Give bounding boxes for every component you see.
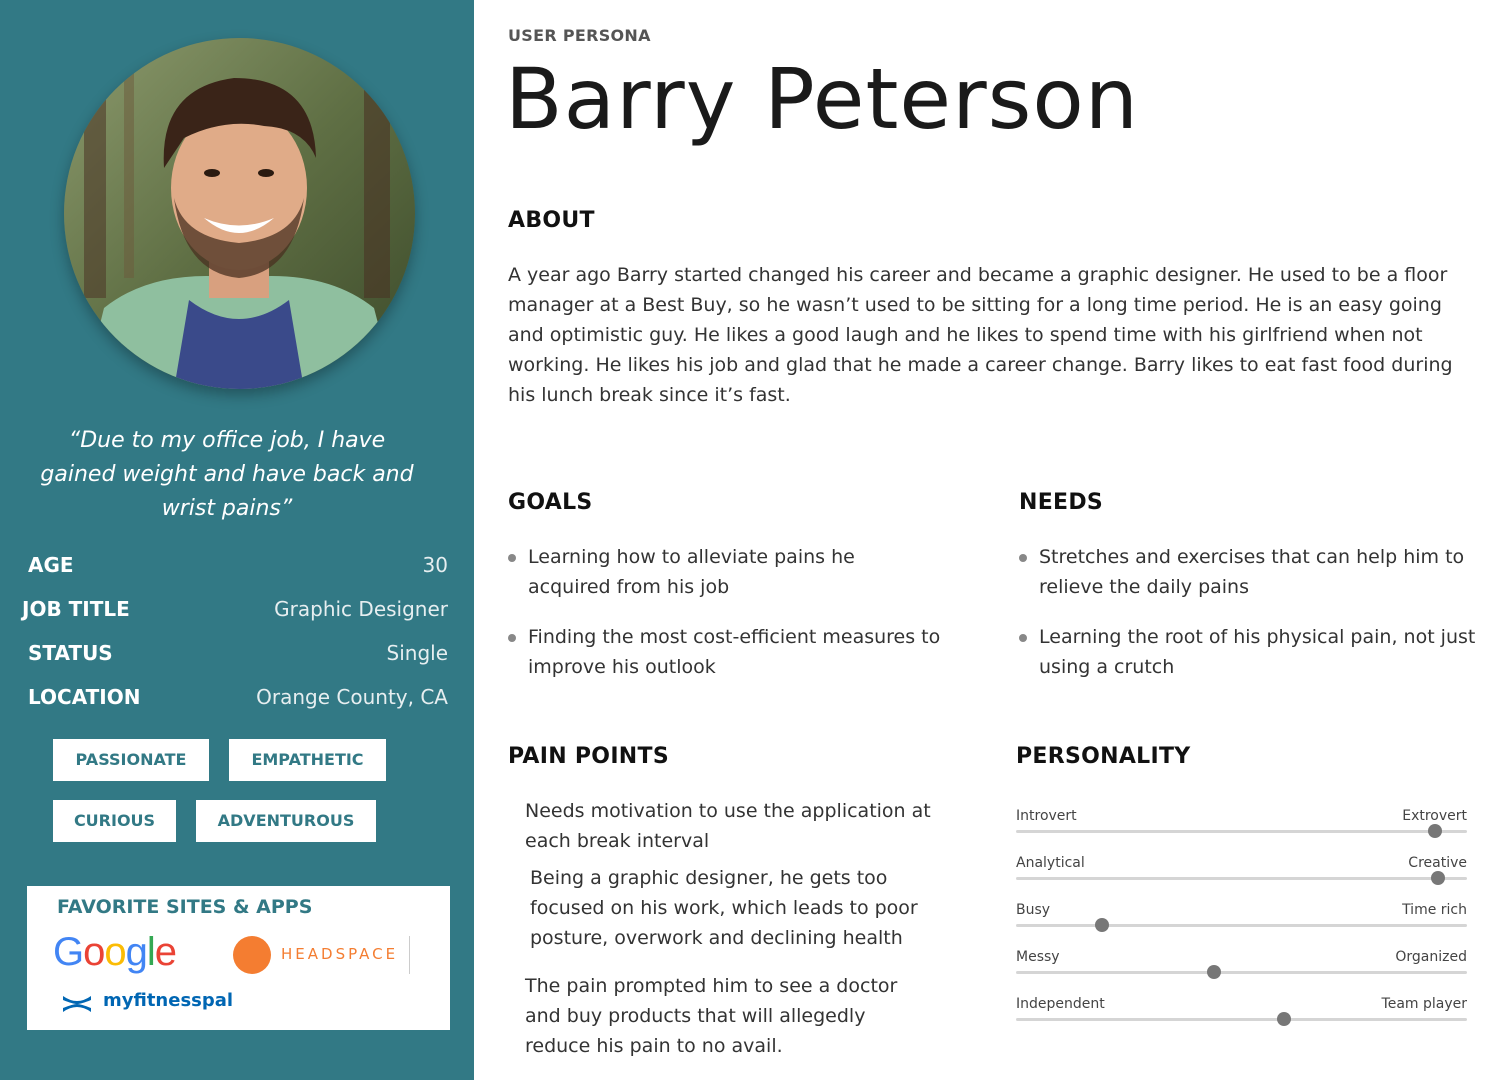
goal-item bbox=[508, 542, 908, 602]
goal-item bbox=[508, 622, 958, 682]
personality-title: PERSONALITY bbox=[1016, 744, 1191, 769]
personality-scale bbox=[1016, 996, 1467, 1030]
info-label: STATUS bbox=[28, 641, 113, 665]
info-label: JOB TITLE bbox=[22, 597, 130, 621]
personality-scale bbox=[1016, 808, 1467, 842]
trait-tag: PASSIONATE bbox=[53, 739, 209, 781]
need-item bbox=[1019, 542, 1479, 602]
favorite-apps-box bbox=[27, 886, 450, 1030]
page-eyebrow: USER PERSONA bbox=[508, 26, 651, 45]
scale-right-label: Organized bbox=[1395, 949, 1467, 965]
goals-title: GOALS bbox=[508, 490, 593, 515]
scale-track bbox=[1016, 877, 1467, 880]
info-value: 30 bbox=[422, 553, 448, 577]
scale-right-label: Team player bbox=[1381, 996, 1467, 1012]
about-text: A year ago Barry started changed his career and became a graphic designer. He used to be a floor manager at a Best Buy, so he wasn’t used to be sitting for a long time period. He is an easy going and optimistic guy. He likes a good laugh and he likes to spend time with his girlfriend when not working. He likes his job and glad that he made a career change. Barry likes to eat fast food during his lunch break since it’s fast. bbox=[508, 264, 1453, 406]
bullet-icon bbox=[508, 634, 516, 642]
scale-track bbox=[1016, 971, 1467, 974]
goal-text: Finding the most cost-efficient measures to improve his outlook bbox=[528, 626, 941, 678]
trait-tag: EMPATHETIC bbox=[229, 739, 386, 781]
info-row-age bbox=[28, 550, 448, 580]
persona-quote: “Due to my office job, I have gained weight and have back and wrist pains” bbox=[40, 428, 414, 521]
need-text: Stretches and exercises that can help him to relieve the daily pains bbox=[1039, 546, 1465, 598]
personality-scale bbox=[1016, 902, 1467, 936]
need-item bbox=[1019, 622, 1479, 682]
scale-left-label: Busy bbox=[1016, 902, 1051, 918]
scale-right-label: Time rich bbox=[1402, 902, 1467, 918]
scale-track bbox=[1016, 1018, 1467, 1021]
pain-points-title: PAIN POINTS bbox=[508, 744, 669, 769]
scale-track bbox=[1016, 924, 1467, 927]
info-label: AGE bbox=[28, 553, 74, 577]
info-row-job-title bbox=[22, 594, 448, 624]
bullet-icon bbox=[508, 554, 516, 562]
avatar-photo bbox=[64, 38, 415, 389]
avatar bbox=[64, 38, 415, 389]
persona-name: Barry Peterson bbox=[505, 50, 1139, 148]
scale-left-label: Analytical bbox=[1016, 855, 1085, 871]
google-logo[interactable]: Google bbox=[53, 930, 177, 974]
headspace-logo[interactable] bbox=[233, 936, 411, 974]
bullet-icon bbox=[1019, 634, 1027, 642]
info-label: LOCATION bbox=[28, 685, 141, 709]
divider bbox=[409, 936, 410, 974]
scale-knob[interactable] bbox=[1277, 1012, 1291, 1026]
scale-left-label: Independent bbox=[1016, 996, 1105, 1012]
favorite-apps-title: FAVORITE SITES & APPS bbox=[57, 896, 313, 918]
headspace-label: HEADSPACE bbox=[281, 945, 399, 963]
trait-tag: ADVENTUROUS bbox=[196, 800, 376, 842]
scale-knob[interactable] bbox=[1431, 871, 1445, 885]
info-row-location bbox=[28, 682, 448, 712]
myfitnesspal-label: myfitnesspal bbox=[103, 990, 234, 1011]
info-value: Single bbox=[386, 641, 448, 665]
headspace-dot-icon bbox=[233, 936, 271, 974]
need-text: Learning the root of his physical pain, not just using a crutch bbox=[1039, 626, 1476, 678]
scale-knob[interactable] bbox=[1207, 965, 1221, 979]
scale-right-label: Creative bbox=[1408, 855, 1467, 871]
info-value: Graphic Designer bbox=[274, 597, 448, 621]
needs-title: NEEDS bbox=[1019, 490, 1104, 515]
under-armour-icon bbox=[61, 994, 93, 1014]
scale-knob[interactable] bbox=[1095, 918, 1109, 932]
scale-knob[interactable] bbox=[1428, 824, 1442, 838]
bullet-icon bbox=[1019, 554, 1027, 562]
info-row-status bbox=[28, 638, 448, 668]
trait-tag: CURIOUS bbox=[53, 800, 176, 842]
scale-right-label: Extrovert bbox=[1402, 808, 1467, 824]
personality-scale bbox=[1016, 855, 1467, 889]
goal-text: Learning how to alleviate pains he acquired from his job bbox=[528, 546, 855, 598]
pain-point-item: Needs motivation to use the application at each break interval bbox=[525, 800, 931, 852]
info-value: Orange County, CA bbox=[256, 685, 448, 709]
persona-sidebar bbox=[0, 0, 474, 1080]
about-title: ABOUT bbox=[508, 208, 595, 233]
scale-track bbox=[1016, 830, 1467, 833]
pain-point-item: The pain prompted him to see a doctor and buy products that will allegedly reduce his pain to no avail. bbox=[525, 975, 898, 1057]
pain-point-item: Being a graphic designer, he gets too focused on his work, which leads to poor posture, overwork and declining health bbox=[530, 867, 918, 949]
scale-left-label: Messy bbox=[1016, 949, 1060, 965]
scale-left-label: Introvert bbox=[1016, 808, 1077, 824]
personality-scale bbox=[1016, 949, 1467, 983]
